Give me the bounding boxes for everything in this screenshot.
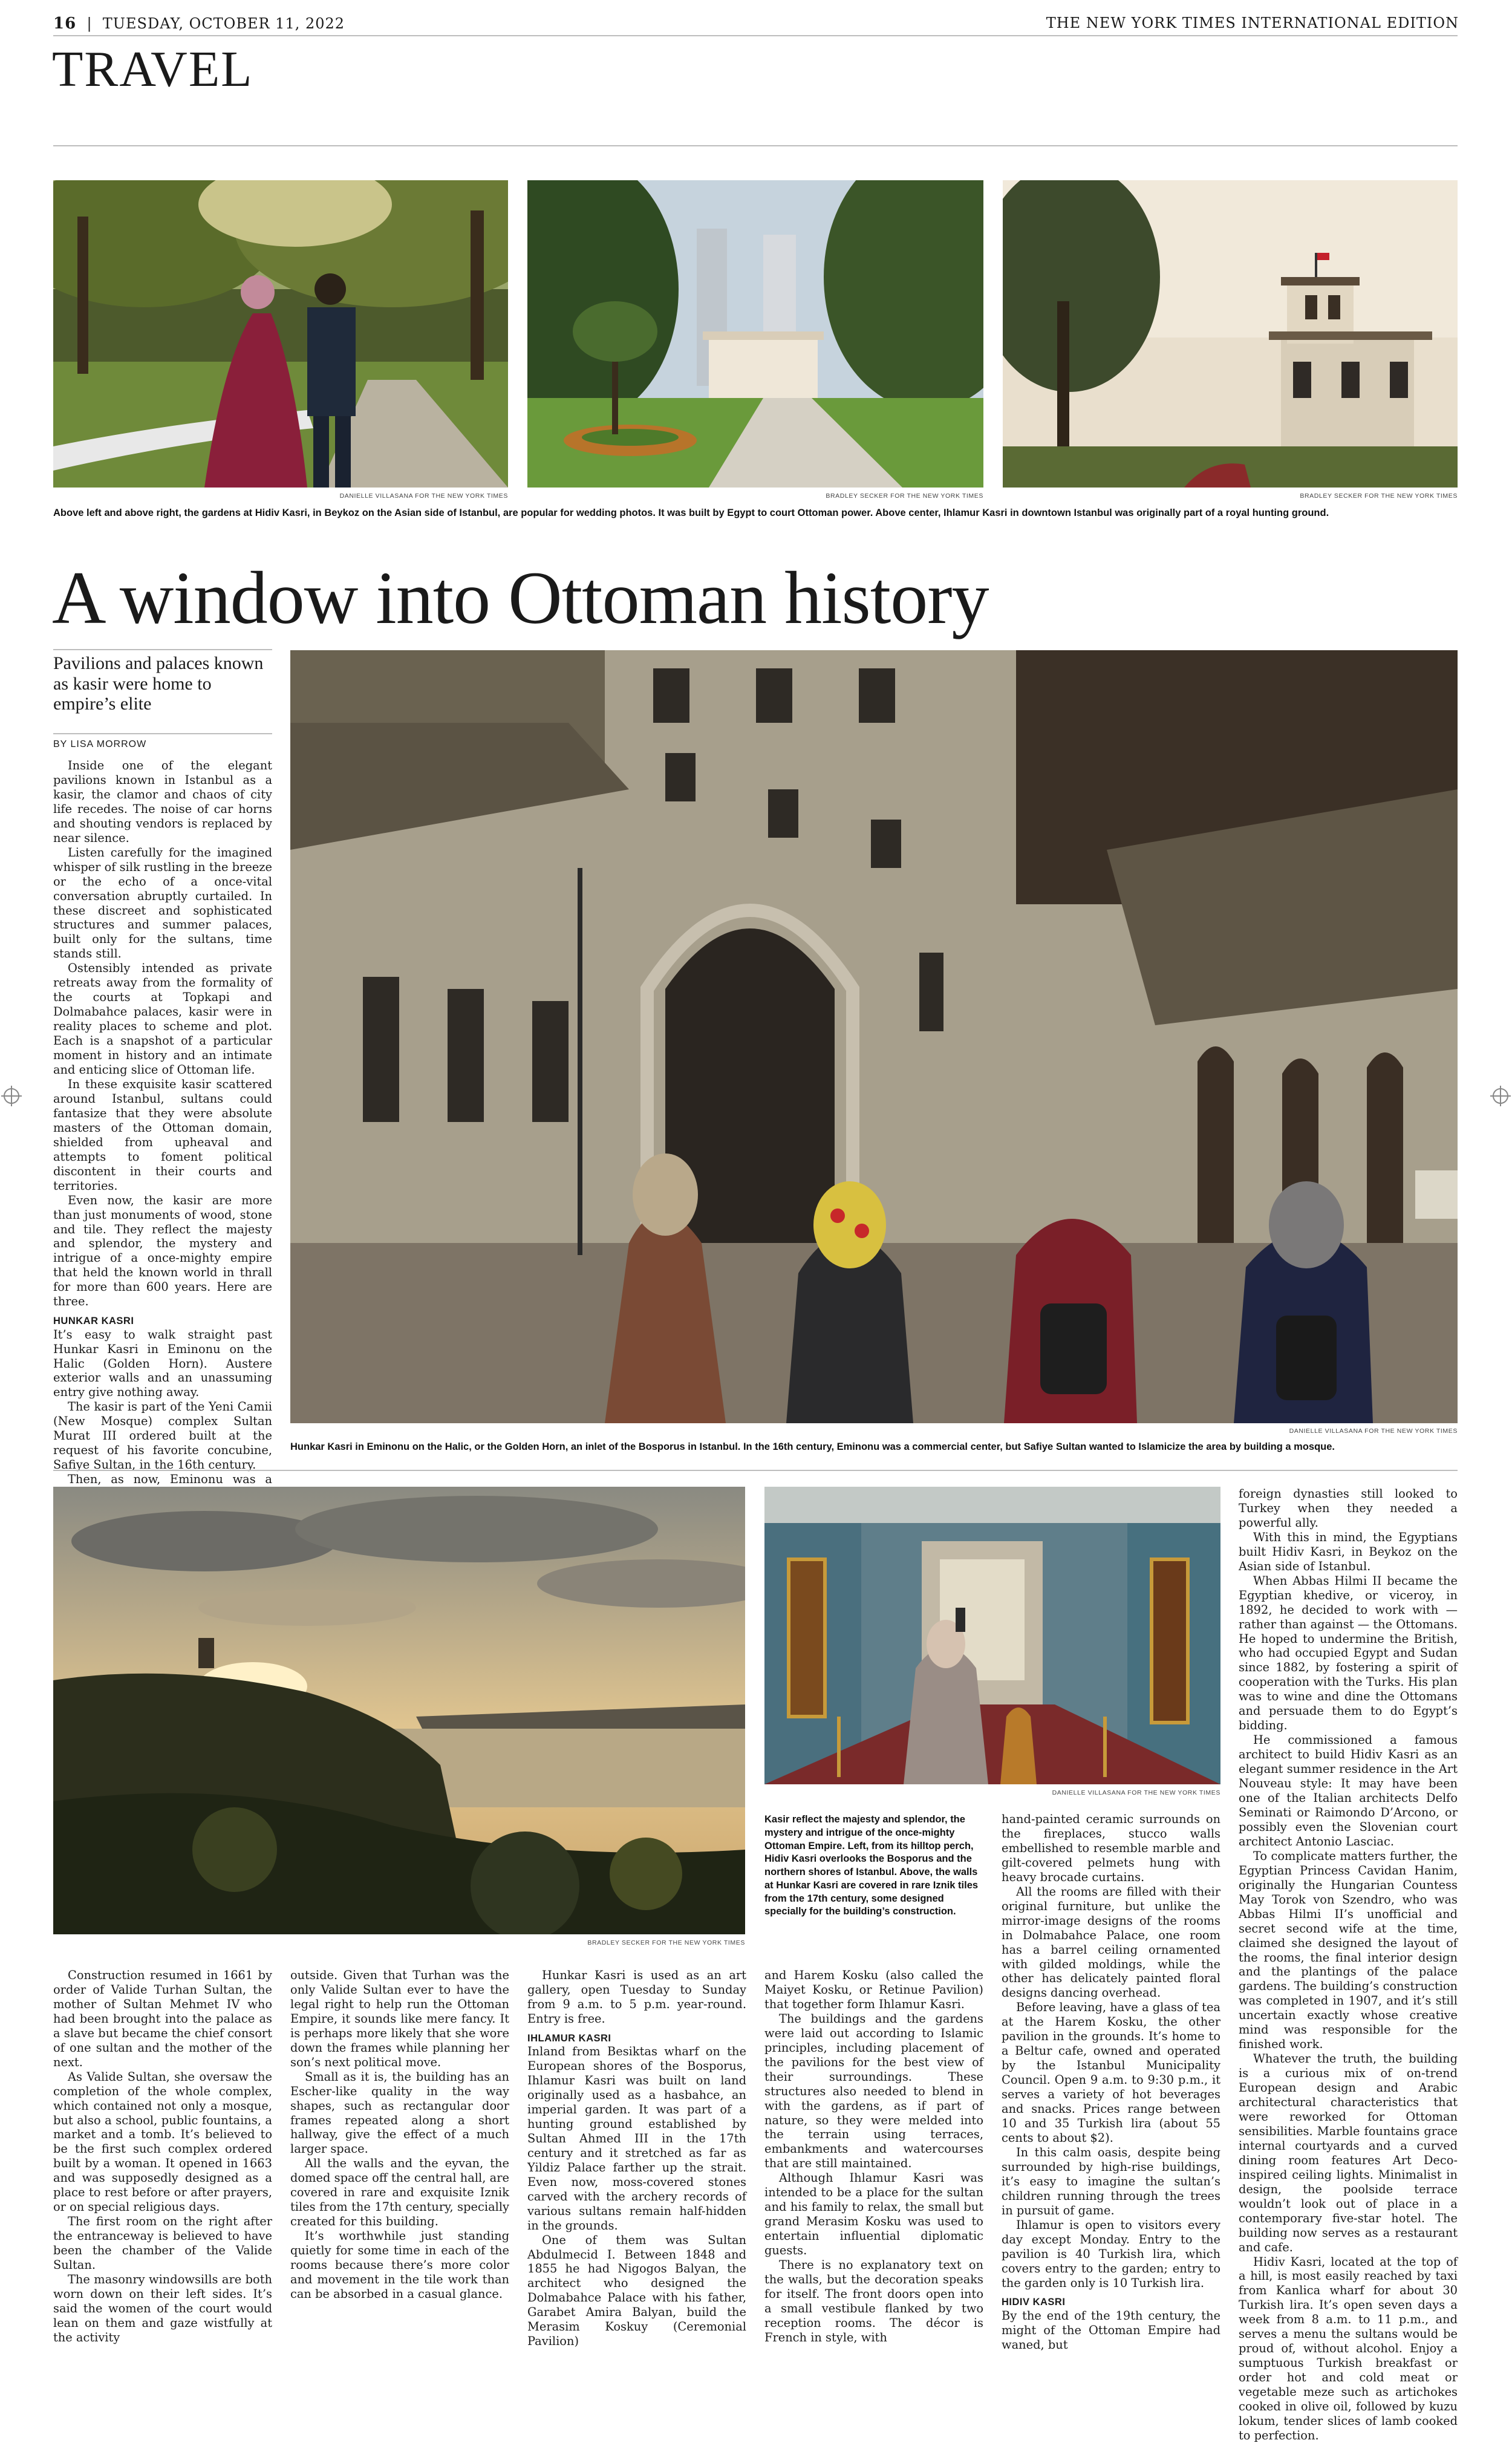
- body-paragraph: The buildings and the gardens were laid out according to Islamic principles, including placement of the pavilions for the best view of their surroundings. These structures also needed to blend in with the gardens, as if part of nature, so they were melded into the terrain using terraces, embankments and watercourses that are still maintained.: [764, 2011, 983, 2171]
- top-rule: [53, 35, 1458, 36]
- photo-ihlamur-kasri: [527, 180, 983, 488]
- registration-mark-icon: [1490, 1086, 1511, 1106]
- body-paragraph: By the end of the 19th century, the might of the Ottoman Empire had waned, but: [1002, 2308, 1220, 2352]
- byline: BY LISA MORROW: [53, 739, 147, 749]
- body-paragraph: outside. Given that Turhan was the only Valide Sultan ever to have the legal right to help run the Ottoman Empire, it sounds like mere fancy. It is perhaps more likely that she wore down the frames while planning her son’s next political move.: [290, 1968, 509, 2069]
- body-column-a: [53, 1968, 272, 2345]
- lower-rule: [53, 1470, 1458, 1471]
- body-column-f: [1239, 1487, 1458, 2443]
- body-paragraph: Inland from Besiktas wharf on the European shores of the Bosporus, Ihlamur Kasri was built on land originally used as a hasbahce, an imperial garden. It was part of a hunting ground established by Sultan Ahmed III in the 17th century and it stretched as far as Yildiz Palace farther up the strait. Even now, moss-covered stones carved with the archery records of various sultans remain half-hidden in the grounds.: [527, 2044, 746, 2233]
- body-paragraph: In this calm oasis, despite being surrounded by high-rise buildings, it’s easy to imagine the sultan’s children running through the trees in pursuit of game.: [1002, 2145, 1220, 2217]
- body-paragraph: When Abbas Hilmi II became the Egyptian khedive, or viceroy, in 1892, he decided to work with — rather than against — the Ottomans. He hoped to undermine the British, who had occupied Egypt and Sudan since 1882, by fostering a spirit of cooperation with the Turks. His plan was to wine and dine the Ottomans and persuade them to do Egypt’s bidding.: [1239, 1573, 1458, 1733]
- body-column-e: [1002, 1812, 1220, 2352]
- body-paragraph: hand-painted ceramic surrounds on the fireplaces, stucco walls embellished to resemble marble and gilt-covered pelmets hung with heavy brocade curtains.: [1002, 1812, 1220, 1884]
- subhead-ihlamur-kasri: IHLAMUR KASRI: [527, 2032, 611, 2044]
- photo-hunkar-kasri-courtyard: [290, 650, 1458, 1423]
- body-paragraph: Inside one of the elegant pavilions known in Istanbul as a kasir, the clamor and chaos of city life recedes. The noise of car horns and shouting vendors is replaced by near silence.: [53, 758, 272, 845]
- photo-hunkar-kasri-tiles: [764, 1487, 1220, 1784]
- body-paragraph: There is no explanatory text on the walls, but the decoration speaks for itself. The front doors open into a small vestibule flanked by two reception rooms. The décor is French in style, with: [764, 2258, 983, 2344]
- body-paragraph: Before leaving, have a glass of tea at the Harem Kosku, the other pavilion in the grounds. It’s home to a Beltur cafe, owned and operated by the Istanbul Municipality Council. Open 9 a.m. to 9:30 p.m., it serves a variety of hot beverages and snacks. Prices range between 10 and 35 Turkish lira (about 55 cents to about $2).: [1002, 2000, 1220, 2145]
- body-paragraph: Whatever the truth, the building is a curious mix of on-trend European design and Arabic architectural characteristics that were reworked for Ottoman sensibilities. Marble fountains grace internal courtyards and a curved dining room features Art Deco-inspired ceiling lights. Minimalist in design, the poolside terrace wouldn’t look out of place in a contemporary five-star hotel. The building now serves as a restaurant and cafe.: [1239, 2052, 1458, 2254]
- caption-hunkar-kasri-courtyard: Hunkar Kasri in Eminonu on the Halic, or the Golden Horn, an inlet of the Bosporus in Istanbul. In the 16th century, Eminonu was a commercial center, but Safiye Sultan wanted to Islamicize the area by building a mosque.: [290, 1441, 1335, 1452]
- body-paragraph: foreign dynasties still looked to Turkey when they needed a powerful ally.: [1239, 1487, 1458, 1530]
- headline: A window into Ottoman history: [52, 556, 989, 639]
- body-paragraph: Even now, the kasir are more than just monuments of wood, stone and tile. They reflect the majesty and splendor, the mystery and intrigue of a once-mighty empire that held the known world in thrall for more than 600 years. Here are three.: [53, 1193, 272, 1309]
- body-paragraph: Ihlamur is open to visitors every day except Monday. Entry to the pavilion is 40 Turkish lira, which covers entry to the garden; entry to the garden only is 10 Turkish lira.: [1002, 2217, 1220, 2290]
- deck-rule: [53, 649, 272, 650]
- body-paragraph: The masonry windowsills are both worn down on their left sides. It’s said the women of the court would lean on them and gaze wistfully at the activity: [53, 2272, 272, 2344]
- edition-name: THE NEW YORK TIMES INTERNATIONAL EDITION: [1046, 15, 1459, 31]
- subhead-hidiv-kasri: HIDIV KASRI: [1002, 2297, 1066, 2308]
- credit-wedding-couple: DANIELLE VILLASANA FOR THE NEW YORK TIMES: [339, 492, 508, 500]
- credit-ihlamur-kasri: BRADLEY SECKER FOR THE NEW YORK TIMES: [826, 492, 983, 500]
- body-paragraph: All the walls and the eyvan, the domed space off the central hall, are covered in rare and exquisite Iznik tiles from the 17th century, specially created for this building.: [290, 2156, 509, 2229]
- folio-line: 16 | TUESDAY, OCTOBER 11, 2022: [53, 15, 345, 33]
- deck: Pavilions and palaces known as kasir were home to empire’s elite: [53, 653, 264, 714]
- issue-date: TUESDAY, OCTOBER 11, 2022: [102, 15, 345, 32]
- photo-wedding-couple: [53, 180, 508, 488]
- body-paragraph: As Valide Sultan, she oversaw the completion of the whole complex, which contained not only a mosque, but also a school, public fountains, a market and a tomb. It’s believed to be the first such complex ordered built by a woman. It opened in 1663 and was supposedly designed as a place to rest before or after prayers, or on special religious days.: [53, 2069, 272, 2214]
- body-paragraph: Although Ihlamur Kasri was intended to be a place for the sultan and his family to relax, the small but grand Merasim Kosku was used to entertain influential diplomatic guests.: [764, 2171, 983, 2258]
- caption-top-photos: Above left and above right, the gardens at Hidiv Kasri, in Beykoz on the Asian side of Istanbul, are popular for wedding photos. It was built by Egypt to court Ottoman power. Above center, Ihlamur Kasri in downtown Istanbul was originally part of a royal hunting ground.: [53, 507, 1329, 518]
- credit-hunkar-kasri-courtyard: DANIELLE VILLASANA FOR THE NEW YORK TIMES: [1289, 1427, 1458, 1435]
- body-paragraph: and Harem Kosku (also called the Maiyet Kosku, or Retinue Pavilion) that together form Ihlamur Kasri.: [764, 1968, 983, 2011]
- body-paragraph: The kasir is part of the Yeni Camii (New Mosque) complex Sultan Murat III ordered built at the request of his favorite concubine, Safiye Sultan, in the 16th century.: [53, 1400, 272, 1472]
- credit-hidiv-kasri-sunset: BRADLEY SECKER FOR THE NEW YORK TIMES: [587, 1939, 745, 1946]
- body-paragraph: It’s easy to walk straight past Hunkar Kasri in Eminonu on the Halic (Golden Horn). Austere exterior walls and an unassuming entry give nothing away.: [53, 1327, 272, 1400]
- body-column-d: [764, 1968, 983, 2345]
- photo-hidiv-kasri-tower: [1003, 180, 1458, 488]
- body-column-1: [53, 758, 272, 1588]
- body-paragraph: One of them was Sultan Abdulmecid I. Between 1848 and 1855 he had Nigogos Balyan, the architect who designed the Dolmabahce Palace with his father, Garabet Amira Balyan, build the Merasim Koskuy (Ceremonial Pavilion): [527, 2233, 746, 2349]
- body-paragraph: To complicate matters further, the Egyptian Princess Cavidan Hanim, originally the Hungarian Countess May Torok von Szendro, who was Abbas Hilmi II’s unofficial and secret second wife at the time, claimed she designed the layout of the rooms, the final interior design and the plantings of the palace gardens. The building’s construction was completed in 1907, and it’s still uncertain exactly whose creative mind was responsible for the finished work.: [1239, 1848, 1458, 2052]
- body-paragraph: In these exquisite kasir scattered around Istanbul, sultans could fantasize that they were absolute masters of the Ottoman domain, shielded from upheaval and attempts to foment political discontent in their courts and territories.: [53, 1077, 272, 1193]
- body-paragraph: Hidiv Kasri, located at the top of a hill, is most easily reached by taxi from Kanlica wharf for about 30 Turkish lira. It’s open seven days a week from 8 a.m. to 11 p.m., and serves a menu the sultans would be proud of, without alcohol. Enjoy a sumptuous Turkish breakfast or order hot and cold meat or vegetable meze such as artichokes cooked in olive oil, followed by kuzu lokum, tender slices of lamb cooked to perfection.: [1239, 2254, 1458, 2442]
- credit-hunkar-kasri-tiles: DANIELLE VILLASANA FOR THE NEW YORK TIMES: [1052, 1789, 1220, 1796]
- body-paragraph: The first room on the right after the entranceway is believed to have been the chamber of the Valide Sultan.: [53, 2214, 272, 2272]
- body-paragraph: Construction resumed in 1661 by order of Valide Turhan Sultan, the mother of Sultan Mehmet IV who had been brought into the palace as a slave but became the chief consort of one sultan and the mother of the next.: [53, 1968, 272, 2069]
- body-column-c: [527, 1968, 746, 2349]
- subhead-hunkar-kasri: HUNKAR KASRI: [53, 1316, 134, 1327]
- byline-rule: [53, 733, 272, 734]
- section-rule: [53, 145, 1458, 146]
- body-paragraph: All the rooms are filled with their original furniture, but unlike the mirror-image designs of the rooms in Dolmabahce Palace, one room has a barrel ceiling ornamented with gilded moldings, while the other has delicately painted floral designs dancing overhead.: [1002, 1884, 1220, 2000]
- body-paragraph: Listen carefully for the imagined whisper of silk rustling in the breeze or the echo of a once-vital conversation abruptly curtailed. In these discreet and sophisticated structures and summer palaces, built only for the sultans, time stands still.: [53, 845, 272, 961]
- photo-hidiv-kasri-sunset: [53, 1487, 745, 1934]
- body-paragraph: Then, as now, Eminonu was a: [68, 1472, 272, 1487]
- body-paragraph: Ostensibly intended as private retreats away from the formality of the courts at Topkapi and Dolmabahce palaces, kasir were in reality places to scheme and plot. Each is a snapshot of a particular moment in history and an intimate and enticing slice of Ottoman life.: [53, 961, 272, 1077]
- body-paragraph: Hunkar Kasri is used as an art gallery, open Tuesday to Sunday from 9 a.m. to 5 p.m. year-round. Entry is free.: [527, 1968, 746, 2026]
- body-column-b: [290, 1968, 509, 2301]
- body-paragraph: It’s worthwhile just standing quietly for some time in each of the rooms because there’s more color and movement in the tile work than can be absorbed in a casual glance.: [290, 2229, 509, 2301]
- body-paragraph: With this in mind, the Egyptians built Hidiv Kasri, in Beykoz on the Asian side of Istanbul.: [1239, 1530, 1458, 1573]
- caption-hunkar-kasri-tiles: Kasir reflect the majesty and splendor, the mystery and intrigue of the once-mighty Ottoman Empire. Left, from its hilltop perch, Hidiv Kasri overlooks the Bosporus and the northern shores of Istanbul. Above, the walls at Hunkar Kasri are covered in rare Iznik tiles from the 17th century, some designed specially for the building’s construction.: [764, 1814, 979, 1917]
- section-title: TRAVEL: [52, 41, 253, 97]
- credit-hidiv-kasri-tower: BRADLEY SECKER FOR THE NEW YORK TIMES: [1300, 492, 1458, 500]
- page-number: 16: [53, 15, 77, 33]
- body-paragraph: He commissioned a famous architect to build Hidiv Kasri as an elegant summer residence in the Art Nouveau style: It may have been one of the Italian architects Delfo Seminati or Raimondo D’Arcono, or possibly even the Slovenian court architect Antonio Lasciac.: [1239, 1733, 1458, 1848]
- body-paragraph: Small as it is, the building has an Escher-like quality in the way shapes, such as rectangular door frames repeated along a short hallway, give the effect of a much larger space.: [290, 2069, 509, 2156]
- registration-mark-icon: [1, 1086, 22, 1106]
